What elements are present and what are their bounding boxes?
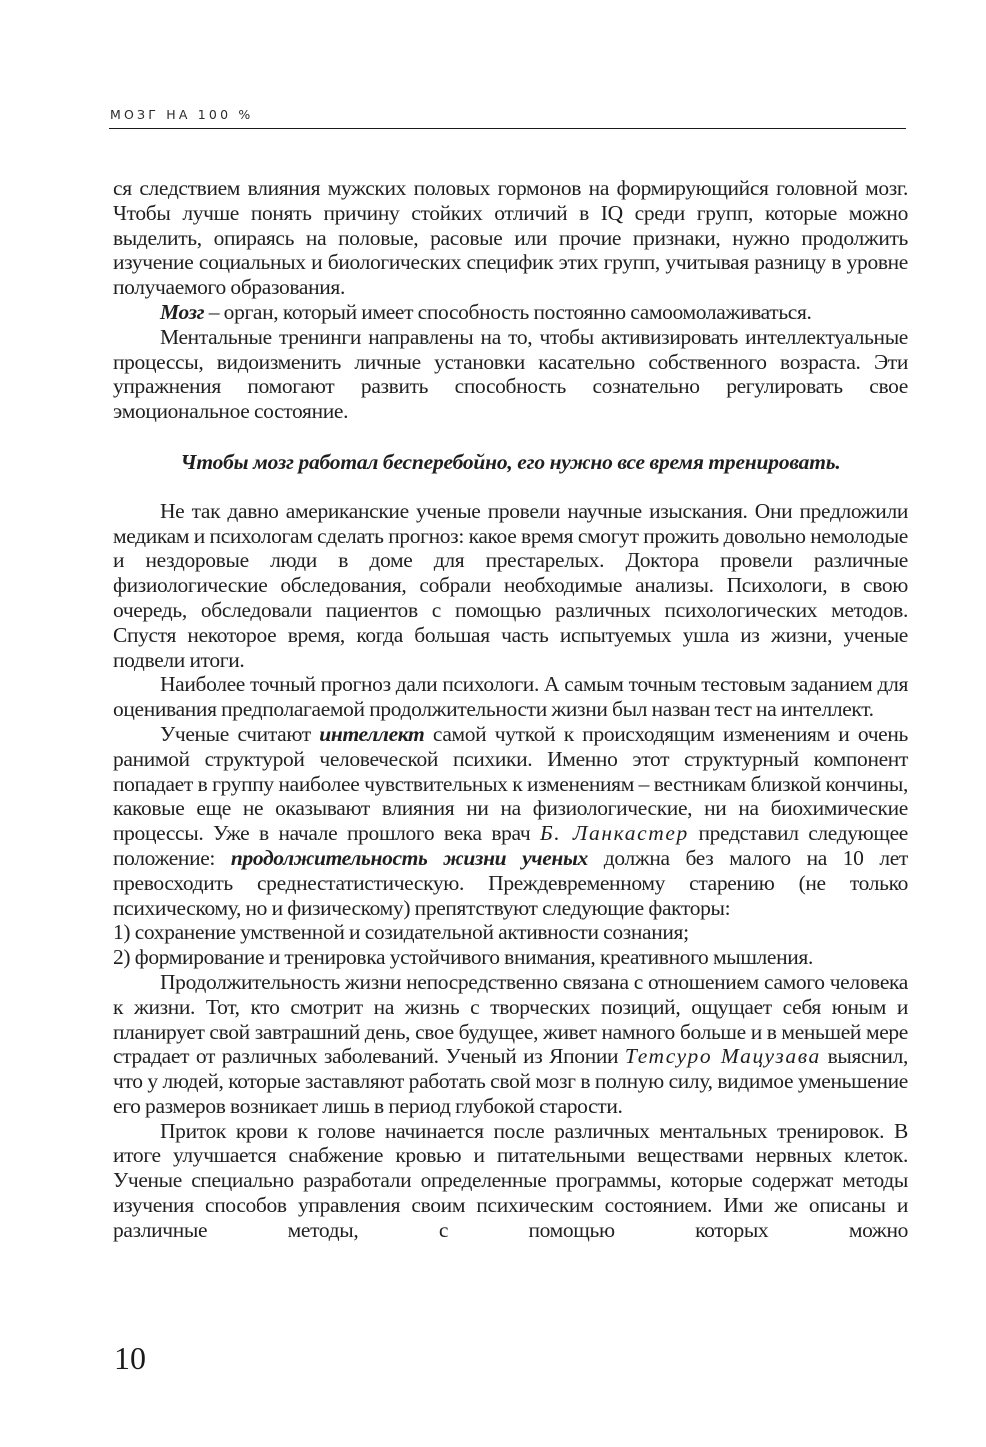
term-brain: Мозг (160, 299, 205, 324)
intellect-lead: Ученые считают (160, 721, 320, 746)
paragraph-american-study: Не так давно американские ученые провели научные изыскания. Они предложили медикам и психологам сделать прогноз: какое время смогут прожить довольно немолодые и нездоровые люди в доме для престарелых. Доктора провели различные физиологические обследования, собрали необходимые анализы. Психологи, в свою очередь, обследовали пациентов с помощью различных психологических методов. Спустя некоторое время, когда большая часть испытуемых ушла из жизни, ученые подвели итоги. (113, 498, 908, 672)
intellect-text-3: должна без малого на 10 лет превосходить среднестатистическую. Преждевременному старению (не только психическому, но и физическому) препятствуют следующие факторы: (113, 845, 908, 920)
page-number: 10 (114, 1340, 146, 1376)
definition-text: – орган, который имеет способность постоянно самоомолаживаться. (204, 299, 812, 324)
paragraph-blood-flow: Приток крови к голове начинается после различных ментальных тренировок. В итоге улучшается снабжение кровью и питательными веществами нервных клеток. Ученые специально разработали определенные программы, которые содержат методы изучения способов управления своим психическим состоянием. Ими же описаны и различные методы, с помощью которых можно (113, 1118, 908, 1242)
lifespan-text-2: выяснил, что у людей, которые заставляют работать свой мозг в полную силу, видимое уменьшение его размеров возникает лишь в период глубокой старости. (113, 1044, 908, 1118)
paragraph-mental-trainings: Ментальные тренинги направлены на то, чтобы активизировать интеллектуальные процессы, видоизменить личные установки касательно собственного возраста. Эти упражнения помогают развить способность сознательно регулировать свое эмоциональное состояние. (113, 324, 908, 424)
paragraph-continuation: ся следствием влияния мужских половых гормонов на формирующийся головной мозг. Чтобы лучше понять причину стойких отличий в IQ среди групп, которые можно выделить, опираясь на половые, расовые или прочие признаки, нужно продолжить изучение социальных и биологических специфик этих групп, учитывая разницу в уровне получаемого образования. (113, 176, 908, 300)
paragraph-psychologists-forecast: Наиболее точный прогноз дали психологи. А самым точным тестовым заданием для оценивания предполагаемой продолжительности жизни был назван тест на интеллект. (113, 672, 908, 722)
paragraph-intellect (113, 722, 908, 920)
person-matsuzawa: Тетсуро Мацузава (624, 1044, 821, 1069)
intellect-text-1: самой чуткой к происходящим изменениям и очень ранимой структурой человеческой психики. Именно этот структурный компонент попадает в группу наиболее чувствительных к изменениям – вестникам близкой кончины, каковые еще не оказывают влияния ни на физиологические, ни на биохимические процессы. Уже в начале прошлого века врач (113, 721, 908, 846)
running-head-title: МОЗГ НА 100 % (110, 107, 254, 122)
paragraph-brain-definition (113, 300, 908, 325)
list-item-2: 2) формирование и тренировка устойчивого внимания, креативного мышления. (113, 945, 813, 970)
term-intellect: интеллект (319, 721, 425, 746)
intellect-text-2: представил следующее положение: (113, 821, 908, 870)
thesis-scientists-lifespan: продолжительность жизни ученых (230, 845, 588, 870)
paragraph-lifespan-attitude (113, 970, 908, 1119)
callout-highlight: Чтобы мозг работал бесперебойно, его нужно все время тренировать. (180, 449, 841, 474)
header-divider (109, 128, 906, 129)
page-body (113, 176, 908, 1243)
lifespan-text-1: Продолжительность жизни непосредственно связана с отношением самого человека к жизни. Тот, кто смотрит на жизнь с творческих позиций, ощущает себя юным и планирует свой завтрашний день, свое будущее, живет намного больше и в меньшей мере страдает от различных заболеваний. Ученый из Японии (113, 969, 908, 1069)
list-item-1: 1) сохранение умственной и созидательной активности сознания; (113, 920, 689, 945)
person-lancaster: Б. Ланкастер (540, 821, 689, 846)
